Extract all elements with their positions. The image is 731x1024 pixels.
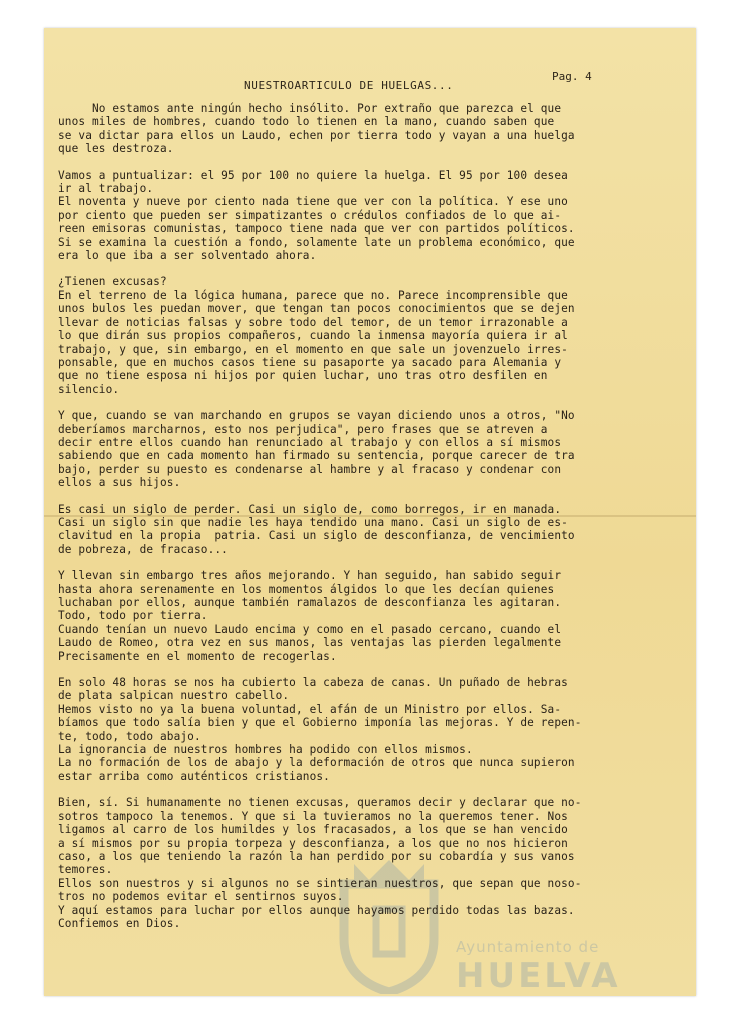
text-line: ponsable, que en muchos casos tiene su pasaporte ya sacado para Alemania y [58,355,562,369]
text-line: No estamos ante ningún hecho insólito. Por extraño que parezca el que [58,102,562,115]
text-line: En el terreno de la lógica humana, parece que no. Parece incomprensible que [58,288,568,302]
text-line: Vamos a puntualizar: el 95 por 100 no quiere la huelga. El 95 por 100 desea [58,168,568,182]
text-line: Confiemos en Dios. [58,916,181,930]
text-line: Y que, cuando se van marchando en grupos se vayan diciendo unos a otros, "No [58,409,575,423]
text-line: El noventa y nueve por ciento nada tiene que ver con la política. Y ese uno [58,195,568,209]
text-line: decir entre ellos cuando han renunciado al trabajo y con ellos a sí mismos [58,435,562,449]
text-line: Ellos son nuestros y si algunos no se sintieran nuestros, que sepan que noso- [58,876,582,890]
text-line: caso, a los que teniendo la razón la han perdido por su cobardía y sus vanos [58,849,575,863]
text-line: llevar de noticias falsas y sobre todo del temor, de un temor irrazonable a [58,315,568,329]
watermark-line-1: Ayuntamiento de [456,938,600,956]
text-line: deberíamos marcharnos, esto nos perjudica", pero frases que se atreven a [58,422,548,436]
text-line: que les destroza. [58,142,174,156]
paragraph [58,169,684,263]
text-line: de plata salpican nuestro cabello. [58,689,290,703]
text-line: sotros tampoco la tenemos. Y que si la tuvieramos no la queremos tener. Nos [58,809,568,823]
text-line: ellos a sus hijos. [58,476,181,490]
text-line: por ciento que pueden ser simpatizantes o crédulos confiados de lo que ai- [58,208,562,222]
text-line: ligamos al carro de los humildes y los fracasados, a los que se han vencido [58,823,568,837]
text-line: Laudo de Romeo, otra vez en sus manos, las ventajas las pierden legalmente [58,636,562,650]
text-line: bajo, perder su puesto es condenarse al hambre y al fracaso y condenar con [58,462,562,476]
text-line: ir al trabajo. [58,182,154,196]
text-line: Hemos visto no ya la buena voluntad, el afán de un Ministro por ellos. Sa- [58,702,562,716]
text-line: unos miles de hombres, cuando todo lo tienen en la mano, cuando saben que [58,115,555,129]
text-line: hasta ahora serenamente en los momentos álgidos lo que les decían quienes [58,582,555,596]
text-line: lo que dirán sus propios compañeros, cuando la inmensa mayoría quiera ir al [58,329,568,343]
text-line: Bien, sí. Si humanamente no tienen excusas, queramos decir y declarar que no- [58,796,582,810]
text-line: luchaban por ellos, aunque también ramalazos de desconfianza les agitaran. [58,596,562,609]
text-line: Si se examina la cuestión a fondo, solamente late un problema económico, que [58,235,575,249]
paper-sheet [44,28,696,996]
text-line: tros no podemos evitar el sentirnos suyos. [58,890,344,904]
text-line: silencio. [58,382,120,396]
article-title: NUESTROARTICULO DE HUELGAS... [244,79,454,92]
text-line: clavitud en la propia patria. Casi un siglo de desconfianza, de vencimiento [58,529,575,543]
text-line: de pobreza, de fracaso... [58,542,228,556]
text-line: Es casi un siglo de perder. Casi un siglo de, como borregos, ir en manada. [58,502,562,516]
text-line: Precisamente en el momento de recogerlas. [58,649,337,663]
text-line: sabiendo que en cada momento han firmado su sentencia, porque carecer de tra [58,449,575,463]
text-line: Cuando tenían un nuevo Laudo encima y como en el pasado cercano, cuando el [58,622,562,636]
text-line: Y aquí estamos para luchar por ellos aunque hayamos perdido todas las bazas. [58,903,575,917]
text-line: estar arriba como auténticos cristianos. [58,769,330,783]
article-body [58,102,684,943]
paragraph [58,796,684,930]
paragraph [58,275,684,396]
text-line: ¿Tienen excusas? [58,275,167,289]
text-line: Casi un siglo sin que nadie les haya tendido una mano. Casi un siglo de es- [58,515,568,529]
text-line: se va dictar para ellos un Laudo, echen por tierra todo y vayan a una huelga [58,128,575,142]
text-line: temores. [58,863,113,877]
text-line: La ignorancia de nuestros hombres ha podido con ellos mismos. [58,743,473,757]
text-line: La no formación de los de abajo y la deformación de otros que nunca supieron [58,756,575,770]
paragraph [58,676,684,783]
text-line: era lo que iba a ser solventado ahora. [58,249,317,263]
text-line: reen emisoras comunistas, tampoco tiene nada que ver con partidos políticos. [58,222,575,236]
text-line: En solo 48 horas se nos ha cubierto la cabeza de canas. Un puñado de hebras [58,676,568,690]
text-line: Todo, todo por tierra. [58,609,208,623]
watermark-line-2: HUELVA [456,956,621,996]
paragraph [58,409,684,489]
page-number: Pag. 4 [552,70,592,83]
text-line: unos bulos les puedan mover, que tengan tan pocos conocimientos que se dejen [58,302,575,316]
paragraph [58,503,684,557]
text-line: bíamos que todo salía bien y que el Gobierno imponía las mejoras. Y de repen- [58,716,582,730]
text-line: a sí mismos por su propia torpeza y desconfianza, a los que no nos hicieron [58,836,568,850]
text-line: Y llevan sin embargo tres años mejorando. Y han seguido, han sabido seguir [58,569,562,583]
paragraph [58,569,684,663]
text-line: te, todo, todo abajo. [58,729,201,743]
text-line: que no tiene esposa ni hijos por quien luchar, uno tras otro desfilen en [58,369,548,383]
text-line: trabajo, y que, sin embargo, en el momento en que sale un jovenzuelo irres- [58,342,568,356]
paragraph [58,102,684,156]
